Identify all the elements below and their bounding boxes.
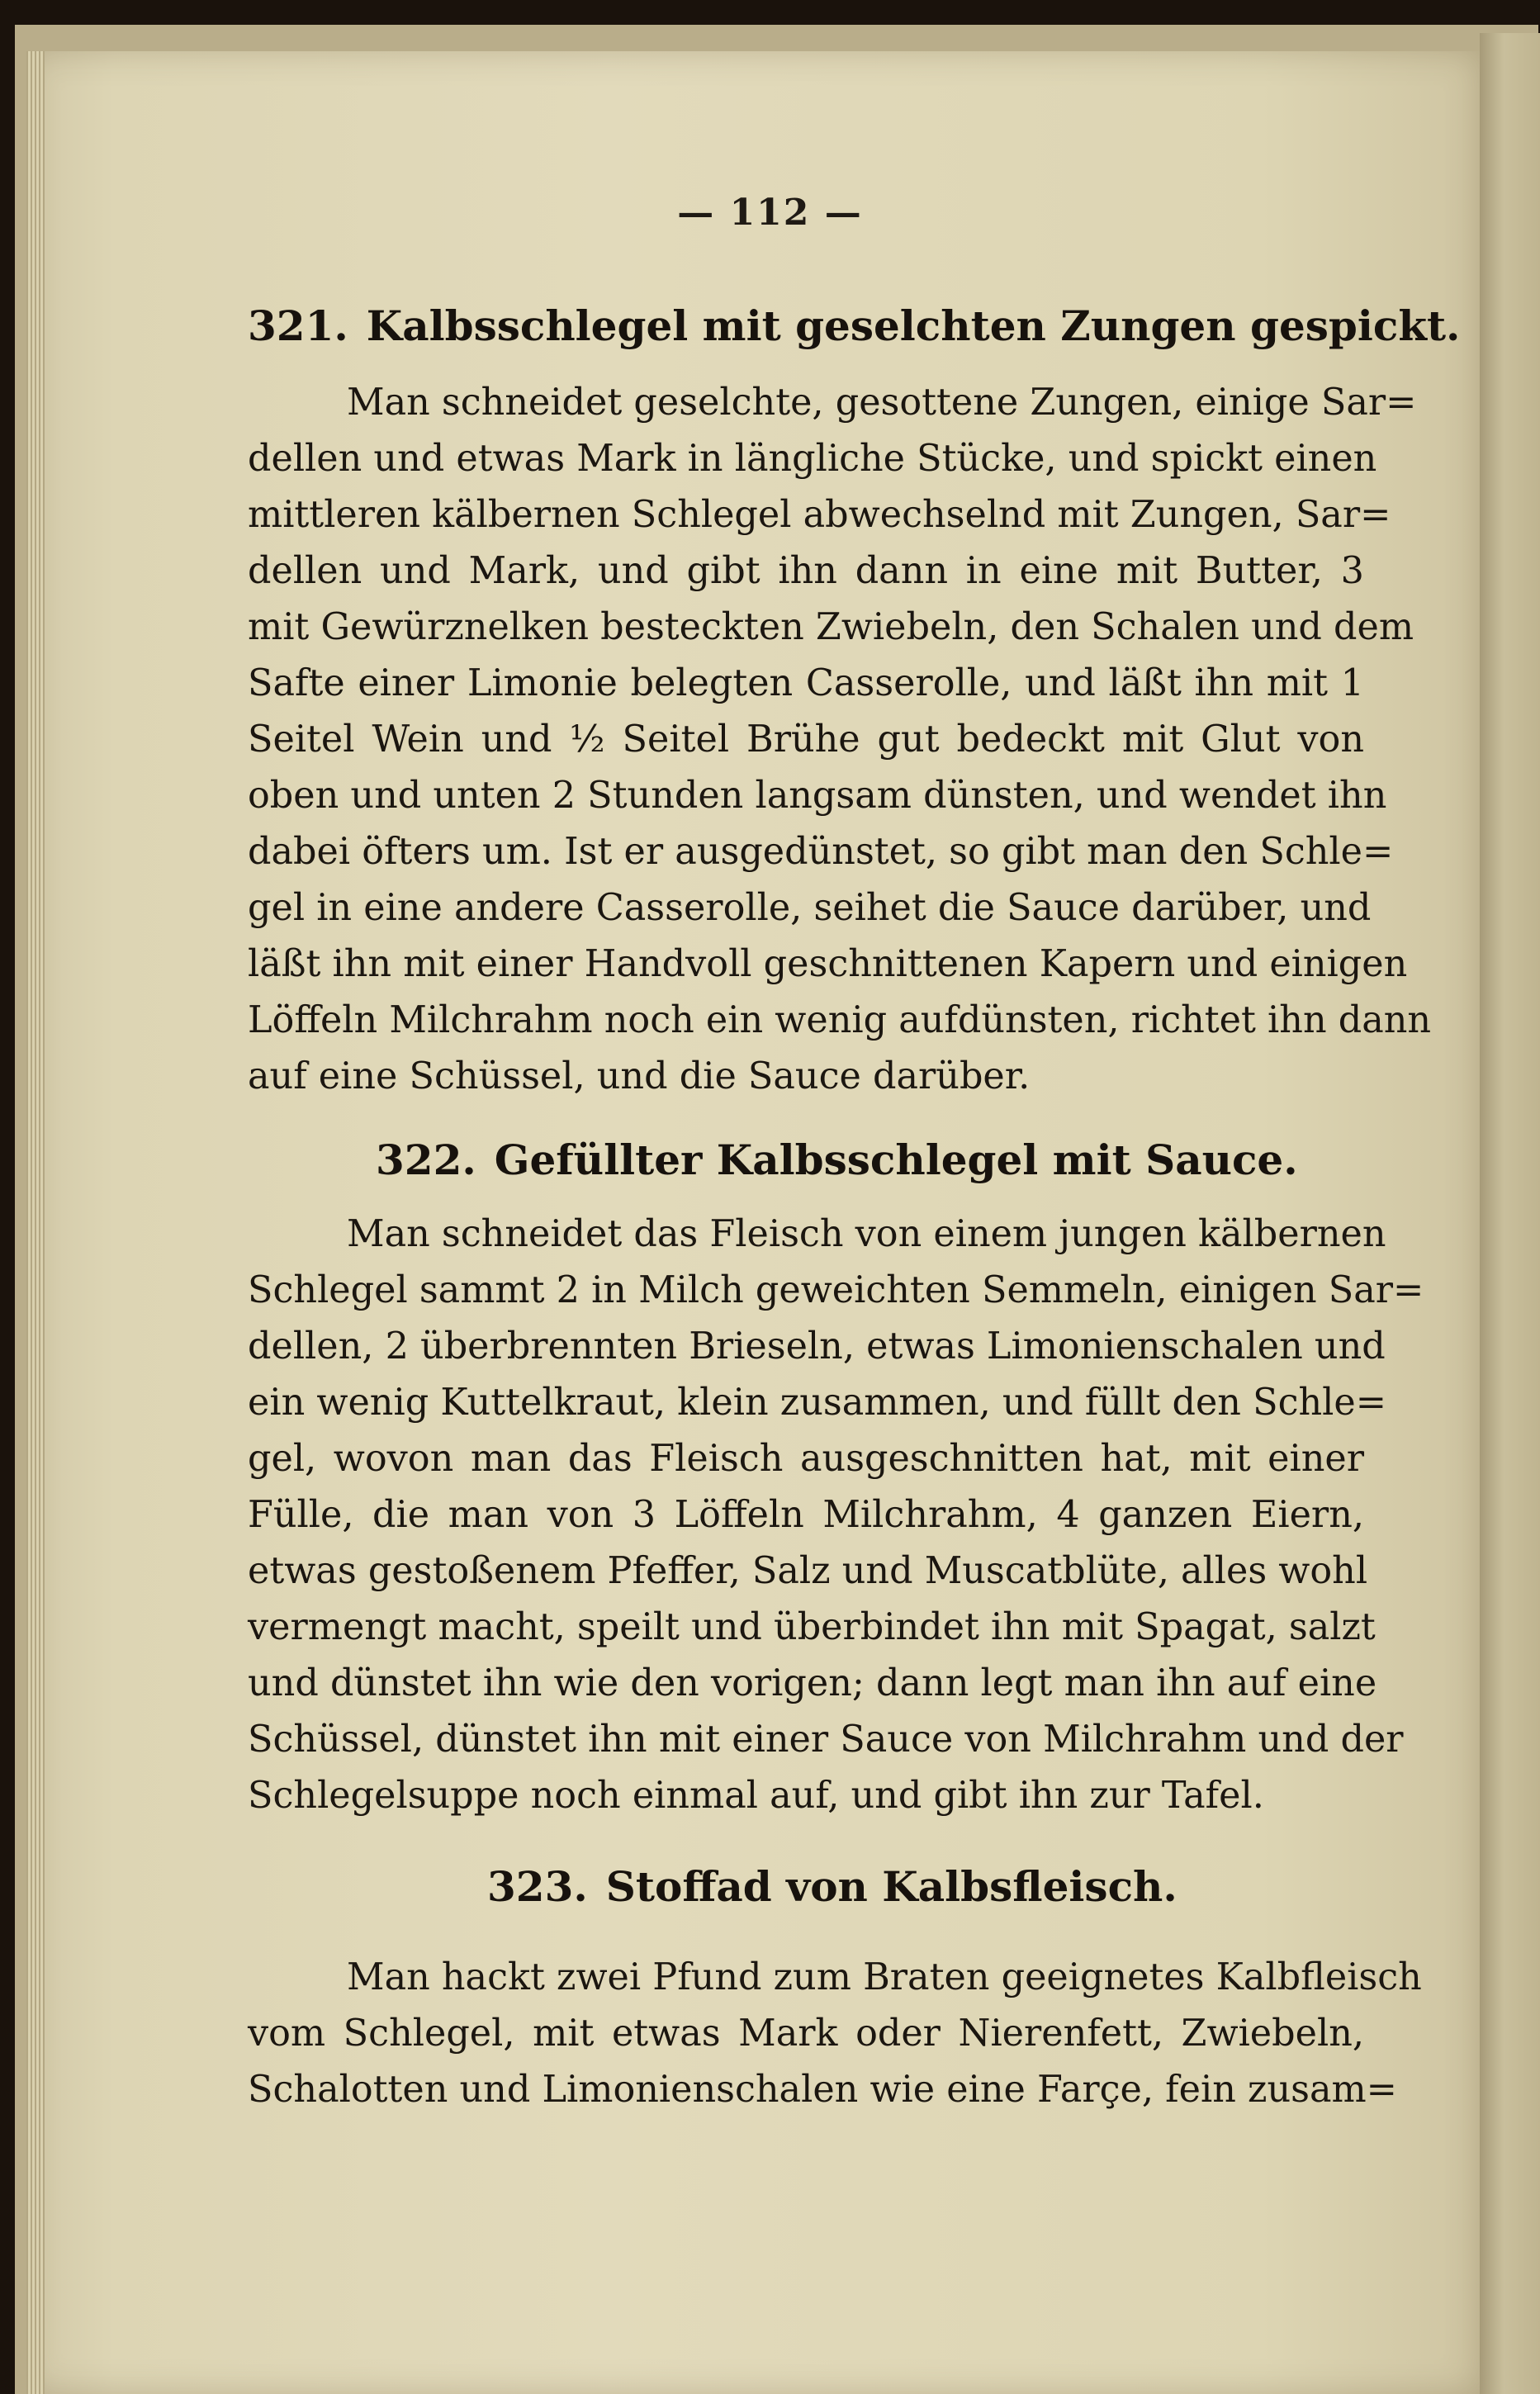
text-line: Löffeln Milchrahm noch ein wenig aufdünsten, richtet ihn dann: [248, 999, 1432, 1041]
section-heading-321: [248, 301, 1461, 350]
next-page-edge: [1480, 33, 1540, 2394]
text-line: auf eine Schüssel, und die Sauce darüber.: [248, 1055, 1031, 1097]
text-line: ein wenig Kuttelkraut, klein zusammen, und füllt den Schle=: [248, 1382, 1387, 1424]
text-line: gel, wovon man das Fleisch ausgeschnitten hat, mit einer: [248, 1438, 1364, 1480]
text-line: Schüssel, dünstet ihn mit einer Sauce von Milchrahm und der: [248, 1718, 1404, 1761]
text-line: Schalotten und Limonienschalen wie eine Farçe, fein zusam=: [248, 2069, 1397, 2111]
text-line: oben und unten 2 Stunden langsam dünsten, und wendet ihn: [248, 775, 1387, 817]
section-heading-323: [487, 1862, 1540, 1911]
text-line: Safte einer Limonie belegten Casserolle, und läßt ihn mit 1: [248, 662, 1364, 704]
text-line: dellen und etwas Mark in längliche Stücke, und spickt einen: [248, 438, 1377, 480]
text-line: vom Schlegel, mit etwas Mark oder Nierenfett, Zwiebeln,: [248, 2012, 1364, 2055]
text-line: Schlegelsuppe noch einmal auf, und gibt ihn zur Tafel.: [248, 1775, 1264, 1817]
text-line: Man hackt zwei Pfund zum Braten geeignetes Kalbfleisch: [347, 1956, 1422, 1998]
section-title: Kalbsschlegel mit geselchten Zungen gespickt.: [366, 301, 1461, 350]
section-number: 322.: [376, 1135, 476, 1184]
section-title: Gefüllter Kalbsschlegel mit Sauce.: [494, 1135, 1298, 1184]
text-line: läßt ihn mit einer Handvoll geschnittenen Kapern und einigen: [248, 943, 1408, 985]
text-line: und dünstet ihn wie den vorigen; dann legt man ihn auf eine: [248, 1662, 1377, 1704]
text-line: dellen und Mark, und gibt ihn dann in eine mit Butter, 3: [248, 550, 1364, 592]
section-number: 323.: [487, 1862, 588, 1911]
text-line: Seitel Wein und ½ Seitel Brühe gut bedeckt mit Glut von: [248, 718, 1364, 761]
section-number: 321.: [248, 301, 348, 350]
text-line: Schlegel sammt 2 in Milch geweichten Semmeln, einigen Sar=: [248, 1269, 1424, 1311]
text-line: gel in eine andere Casserolle, seihet die Sauce darüber, und: [248, 887, 1372, 929]
text-line: dabei öfters um. Ist er ausgedünstet, so gibt man den Schle=: [248, 831, 1394, 873]
text-line: mit Gewürznelken besteckten Zwiebeln, den Schalen und dem: [248, 606, 1414, 648]
text-line: mittleren kälbernen Schlegel abwechselnd mit Zungen, Sar=: [248, 494, 1391, 536]
section-heading-322: [376, 1135, 1482, 1184]
page-stack-edges: [26, 51, 45, 2394]
text-line: Man schneidet geselchte, gesottene Zungen, einige Sar=: [347, 382, 1417, 424]
page-number: — 112 —: [677, 192, 863, 234]
text-line: Fülle, die man von 3 Löffeln Milchrahm, 4 ganzen Eiern,: [248, 1494, 1364, 1536]
text-line: Man schneidet das Fleisch von einem jungen kälbernen: [347, 1213, 1386, 1255]
text-line: etwas gestoßenem Pfeffer, Salz und Muscatblüte, alles wohl: [248, 1550, 1368, 1592]
section-title: Stoffad von Kalbsfleisch.: [605, 1862, 1178, 1911]
text-line: vermengt macht, speilt und überbindet ihn mit Spagat, salzt: [248, 1606, 1376, 1648]
text-line: dellen, 2 überbrennten Brieseln, etwas Limonienschalen und: [248, 1325, 1386, 1368]
